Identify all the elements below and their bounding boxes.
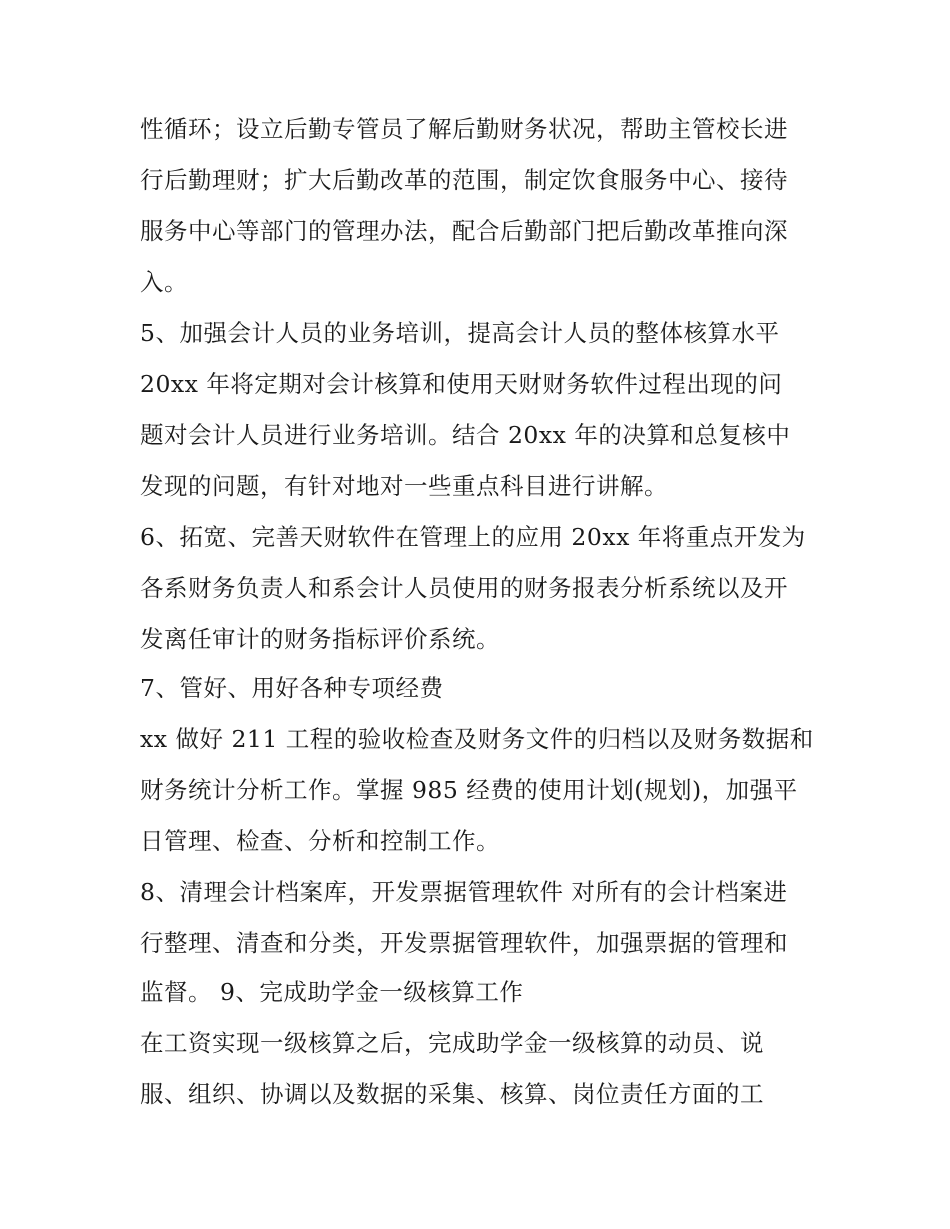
text-line: 题对会计人员进行业务培训。结合 20xx 年的决算和总复核中 [140,421,791,449]
text-line: 行后勤理财；扩大后勤改革的范围，制定饮食服务中心、接待 [140,166,788,194]
text-line: 发离任审计的财务指标评价系统。 [140,625,500,653]
text-line: 财务统计分析工作。掌握 985 经费的使用计划(规划)，加强平 [140,776,798,804]
section-heading-6: 6、拓宽、完善天财软件在管理上的应用 20xx 年将重点开发为 [140,523,806,551]
text-line: 日管理、检查、分析和控制工作。 [140,827,500,855]
text-line: 在工资实现一级核算之后，完成助学金一级核算的动员、说 [140,1029,764,1057]
text-line: 服、组织、协调以及数据的采集、核算、岗位责任方面的工 [140,1080,764,1108]
text-line: 行整理、清查和分类，开发票据管理软件，加强票据的管理和 [140,929,788,957]
text-line: 监督。 9、完成助学金一级核算工作 [140,978,524,1006]
text-line: 各系财务负责人和系会计人员使用的财务报表分析系统以及开 [140,574,788,602]
text-line: 发现的问题，有针对地对一些重点科目进行讲解。 [140,472,668,500]
text-line: 服务中心等部门的管理办法，配合后勤部门把后勤改革推向深 [140,217,788,245]
text-line: 入。 [140,268,188,296]
section-heading-7: 7、管好、用好各种专项经费 [140,674,444,702]
text-line: xx 做好 211 工程的验收检查及财务文件的归档以及财务数据和 [140,725,814,753]
section-heading-8: 8、清理会计档案库，开发票据管理软件 对所有的会计档案进 [140,878,788,906]
text-line: 性循环；设立后勤专管员了解后勤财务状况，帮助主管校长进 [140,115,788,143]
text-line: 20xx 年将定期对会计核算和使用天财财务软件过程出现的问 [140,370,783,398]
section-heading-5: 5、加强会计人员的业务培训，提高会计人员的整体核算水平 [140,319,780,347]
